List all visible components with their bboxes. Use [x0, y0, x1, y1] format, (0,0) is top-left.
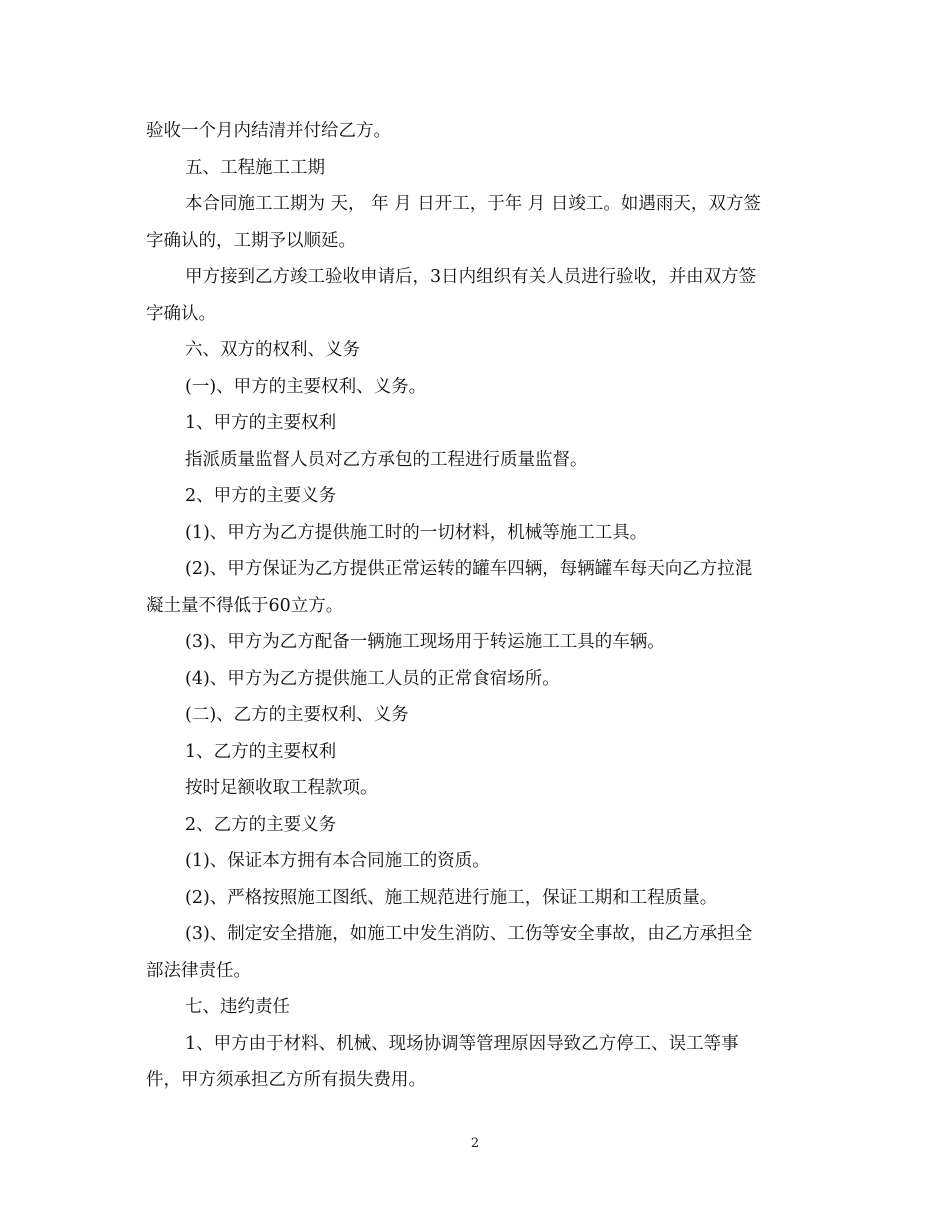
item-heading: 1、乙方的主要权利	[185, 741, 337, 762]
section-heading-liability: 七、违约责任	[185, 997, 290, 1017]
item-heading: 2、乙方的主要义务	[185, 814, 337, 835]
text-line: 字确认的，工期予以顺延。	[146, 230, 356, 251]
list-item: (2)、严格按照施工图纸、施工规范进行施工，保证工期和工程质量。	[185, 887, 718, 908]
text-line: 本合同施工工期为 天， 年 月 日开工，于年 月 日竣工。如遇雨天，双方签	[185, 194, 761, 214]
text-line: 指派质量监督人员对乙方承包的工程进行质量监督。	[185, 449, 588, 470]
document-body	[146, 113, 810, 1099]
text-line: 按时足额收取工程款项。	[185, 778, 378, 798]
list-item: (3)、制定安全措施，如施工中发生消防、工伤等安全事故，由乙方承担全	[185, 924, 753, 944]
text-line: 部法律责任。	[146, 960, 251, 981]
list-item: (2)、甲方保证为乙方提供正常运转的罐车四辆，每辆罐车每天向乙方拉混	[185, 559, 753, 579]
section-heading-construction-period: 五、工程施工工期	[185, 157, 325, 178]
text-line: 凝土量不得低于60立方。	[146, 595, 344, 616]
list-item: (3)、甲方为乙方配备一辆施工现场用于转运施工工具的车辆。	[185, 632, 665, 652]
section-heading-rights-obligations: 六、双方的权利、义务	[185, 340, 360, 360]
list-item: 1、甲方由于材料、机械、现场协调等管理原因导致乙方停工、误工等事	[185, 1033, 739, 1054]
item-heading: 2、甲方的主要义务	[185, 486, 337, 506]
list-item: (4)、甲方为乙方提供施工人员的正常食宿场所。	[185, 668, 560, 689]
text-line-continuation: 验收一个月内结清并付给乙方。	[146, 121, 391, 141]
item-heading: 1、甲方的主要权利	[185, 413, 337, 433]
text-line: 字确认。	[146, 303, 216, 324]
page-number: 2	[470, 1136, 480, 1151]
list-item: (1)、甲方为乙方提供施工时的一切材料，机械等施工工具。	[185, 522, 648, 543]
list-item: (1)、保证本方拥有本合同施工的资质。	[185, 851, 490, 871]
text-line: 件，甲方须承担乙方所有损失费用。	[146, 1070, 426, 1090]
subsection-heading-party-b: (二)、乙方的主要权利、义务	[185, 705, 409, 725]
text-line: 甲方接到乙方竣工验收申请后，3日内组织有关人员进行验收，并由双方签	[185, 267, 757, 287]
subsection-heading-party-a: (一)、甲方的主要权利、义务。	[185, 376, 427, 397]
